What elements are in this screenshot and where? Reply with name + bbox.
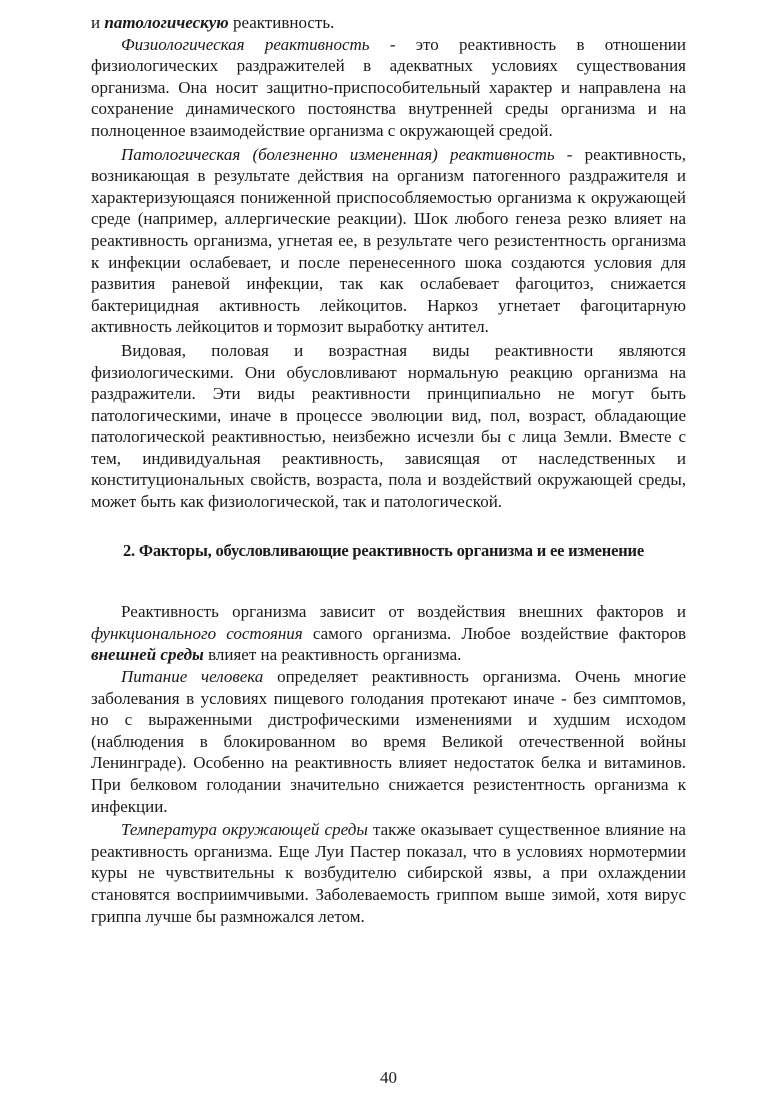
emphasis-term: патологическую (104, 13, 229, 32)
paragraph-nutrition (91, 666, 686, 817)
text-run: также оказывает существенное влияние на реактивность организма. Еще Луи Пастер показал, что в условиях нормотермии куры не чувствительны к возбудителю сибирской язвы, а при охлаждении становятся восприимчивыми. Заболеваемость гриппом выше зимой, хотя вирус гриппа лучше бы размножался летом. (91, 820, 686, 926)
paragraph-temperature (91, 819, 686, 927)
term-physiological: Физиологическая реактивность (121, 34, 370, 54)
paragraph-species: Видовая, половая и возрастная виды реактивности являются физиологическими. Они обусловливают нормальную реакцию организма на раздражители. Эти виды реактивности принципиально не могут быть патологическими, иначе в процессе эволюции вид, пол, возраст, обладающие патологической реактивностью, неизбежно исчезли бы с лица Земли. Вместе с тем, индивидуальная реактивность, зависящая от наследственных и конституциональных свойств, возраста, пола и воздействий окружающей среды, может быть как физиологической, так и патологической. (91, 340, 686, 512)
page-text (91, 12, 686, 927)
text-run: влияет на реактивность организма. (203, 645, 462, 665)
page-number: 40 (380, 1068, 397, 1087)
paragraph-factors (91, 601, 686, 666)
text-run: Реактивность организма зависит от воздействия внешних факторов и (121, 602, 686, 622)
text-run: определяет реактивность организма. Очень многие заболевания в условиях пищевого голодания протекают иначе - без симптомов, но с выраженными дистрофическими изменениями и худшим исходом (наблюдения в блокированном во время Великой отечественной войны Ленинграде). Особенно на реактивность влияет недостаток белка и витаминов. При белковом голодании значительно снижается резистентность организма к инфекции. (91, 667, 686, 816)
text-run: самого организма. Любое воздействие факторов (302, 623, 686, 643)
term-pathological: Патологическая (болезненно измененная) реактивность (121, 144, 555, 164)
text-run: и (91, 13, 105, 32)
paragraph-physiological (91, 34, 686, 142)
term-temperature: Температура окружающей среды (121, 820, 368, 840)
text-run: - реактивность, возникающая в результате действия на организм патогенного раздражителя и характеризующаяся пониженной приспособляемостью организма к окружающей среде (например, аллергические реакции). Шок любого генеза резко влияет на реактивность организма, угнетая ее, в результате чего резистентность организма к инфекции ослабевает, и после перенесенного шока создаются условия для развития раневой инфекции, так как ослабевает фагоцитоз, снижается бактерицидная активность лейкоцитов. Наркоз угнетает фагоцитарную активность лейкоцитов и тормозит выработку антител. (91, 144, 687, 337)
term-functional-state: функционального состояния (91, 623, 303, 643)
section-heading: 2. Факторы, обусловливающие реактивность организма и ее изменение (123, 540, 644, 560)
text-run: реактивность. (228, 13, 335, 32)
term-nutrition: Питание человека (121, 667, 264, 687)
term-external-environment: внешней среды (91, 645, 204, 665)
text-run: - это реактивность в отношении физиологических раздражителей в адекватных условиях существования организма. Она носит защитно-приспособительный характер и направлена на сохранение динамического постоянства внутренней среды организма и на полноценное взаимодействие организма с окружающей средой. (91, 34, 686, 140)
paragraph-pathological (91, 144, 686, 338)
paragraph-continuation (91, 12, 686, 34)
